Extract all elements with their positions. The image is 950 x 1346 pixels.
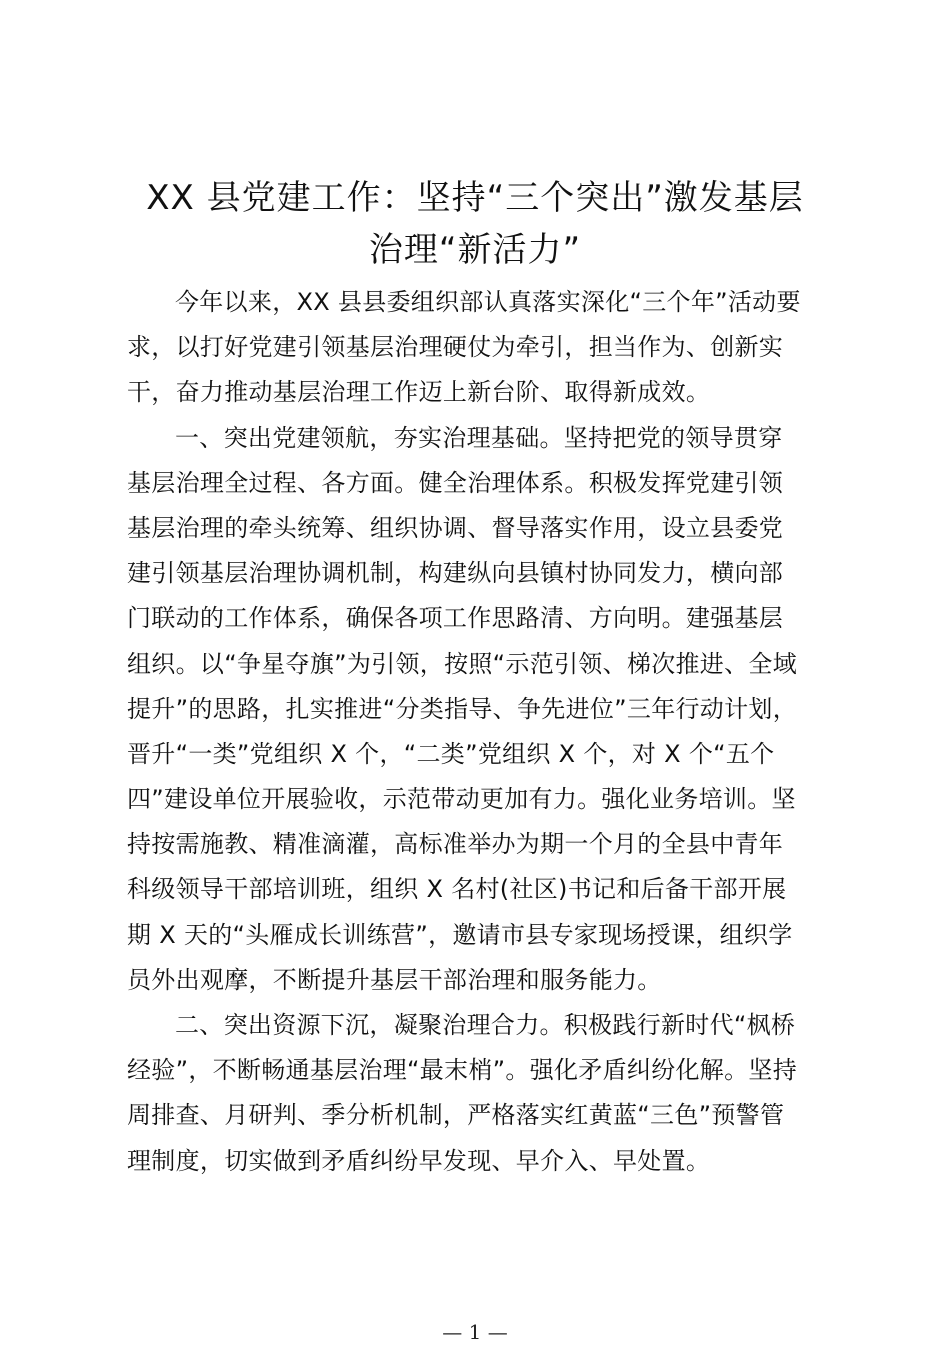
text-line: 周排查、月研判、季分析机制，严格落实红黄蓝“三色”预警管 <box>127 1101 785 1130</box>
text-line: 持按需施教、精准滴灌，高标准举办为期一个月的全县中青年 <box>127 830 784 859</box>
text-line: 基层治理的牵头统筹、组织协调、督导落实作用，设立县委党 <box>127 513 784 542</box>
document-body <box>127 280 827 1184</box>
text-line: 二、突出资源下沉，凝聚治理合力。积极践行新时代“枫桥 <box>175 1011 796 1039</box>
text-line: 四”建设单位开展验收，示范带动更加有力。强化业务培训。坚 <box>127 785 796 814</box>
title-line-2: 治理“新活力” <box>368 230 582 270</box>
page-number: — 1 — <box>442 1320 508 1344</box>
text-line: 今年以来，XX 县县委组织部认真落实深化“三个年”活动要 <box>175 288 801 316</box>
text-line: 提升”的思路，扎实推进“分类指导、争先进位”三年行动计划， <box>127 694 797 723</box>
text-line: 员外出观摩，不断提升基层干部治理和服务能力。 <box>127 965 662 994</box>
text-line: 科级领导干部培训班，组织 X 名村(社区)书记和后备干部开展 <box>127 875 787 904</box>
text-line: 干，奋力推动基层治理工作迈上新台阶、取得新成效。 <box>127 378 711 407</box>
title-line-1: XX 县党建工作：坚持“三个突出”激发基层 <box>146 178 804 218</box>
text-line: 求，以打好党建引领基层治理硬仗为牵引，担当作为、创新实 <box>127 333 784 362</box>
text-line: 建引领基层治理协调机制，构建纵向县镇村协同发力，横向部 <box>127 559 784 588</box>
text-line: 组织。以“争星夺旗”为引领，按照“示范引领、梯次推进、全域 <box>127 649 797 678</box>
text-line: 一、突出党建领航，夯实治理基础。坚持把党的领导贯穿 <box>175 423 783 452</box>
text-line: 经验”，不断畅通基层治理“最末梢”。强化矛盾纠纷化解。坚持 <box>127 1056 797 1085</box>
text-line: 理制度，切实做到矛盾纠纷早发现、早介入、早处置。 <box>127 1146 711 1175</box>
text-line: 门联动的工作体系，确保各项工作思路清、方向明。建强基层 <box>127 604 784 633</box>
document-title <box>120 172 830 276</box>
text-line: 基层治理全过程、各方面。健全治理体系。积极发挥党建引领 <box>127 468 784 497</box>
text-line: 晋升“一类”党组织 X 个，“二类”党组织 X 个，对 X 个“五个 <box>127 739 775 768</box>
text-line: 期 X 天的“头雁成长训练营”，邀请市县专家现场授课，组织学 <box>127 920 793 949</box>
